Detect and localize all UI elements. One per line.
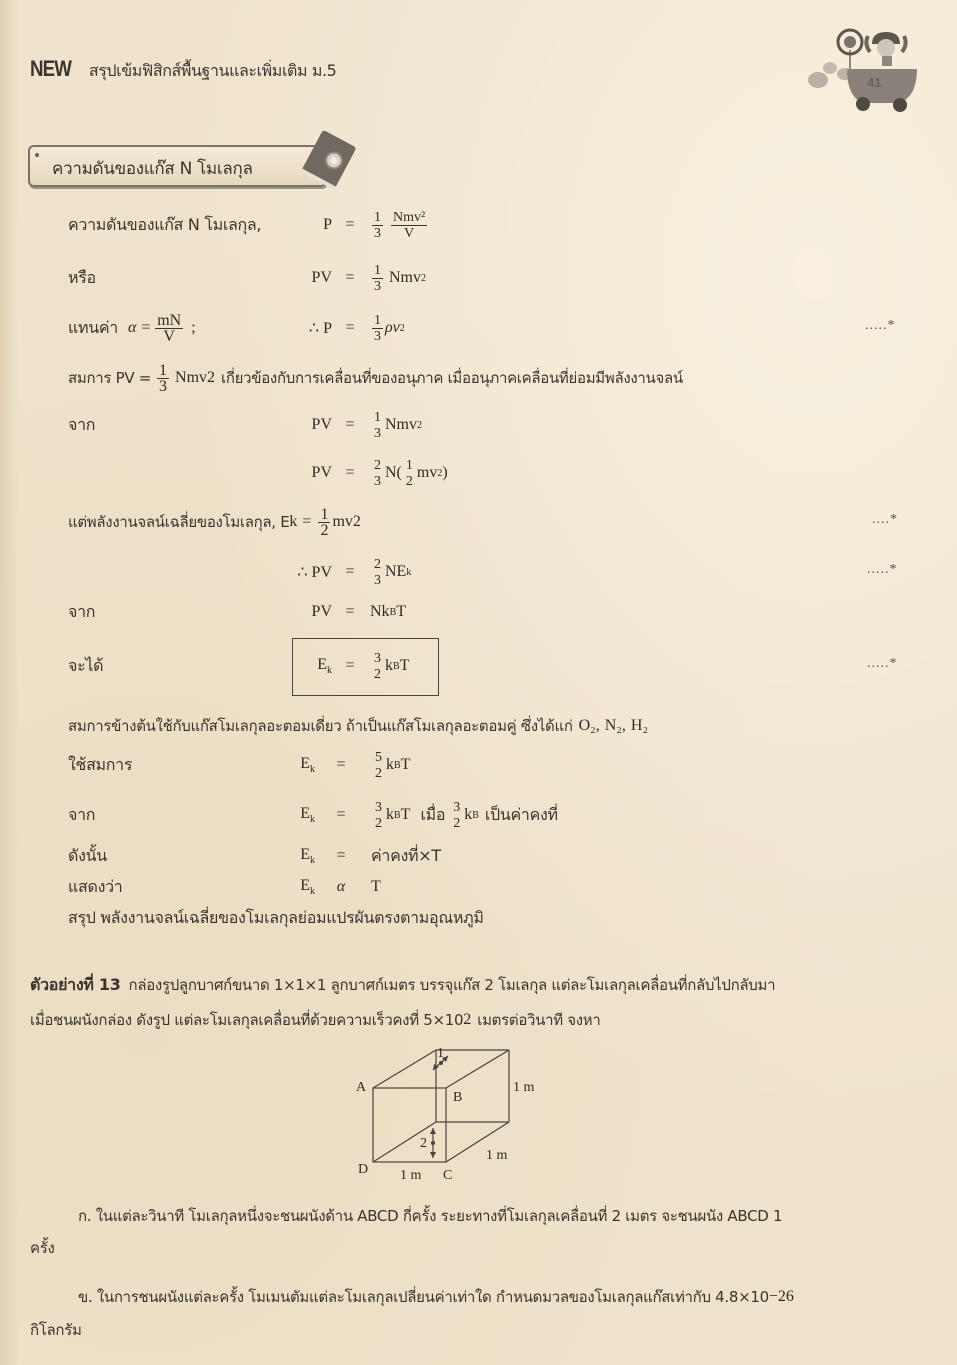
important-marker: ....* xyxy=(872,512,898,527)
depth-label: 1 m xyxy=(486,1148,508,1163)
derivation-math-1: PV = 1 3 Nmv 2 xyxy=(311,409,422,441)
height-label: 1 m xyxy=(513,1080,535,1095)
diatomic-equation-math: $E_k$ = 5 2 k B T xyxy=(300,749,411,781)
question-b-line-2: กิโลกรัม xyxy=(30,1321,82,1339)
running-header xyxy=(30,56,336,84)
important-marker: .....* xyxy=(865,318,896,333)
question-a-line-1: ก. ในแต่ละวินาที โมเลกุลหนึ่งจะชนผนังด้าน ABCD กี่ครั้ง ระยะทางที่โมเลกุลเคลื่อนที่ 2 เมตร จะชนผนัง ABCD 1 xyxy=(78,1207,783,1225)
cube-diagram xyxy=(340,1040,560,1190)
section-heading xyxy=(28,145,327,187)
monatomic-equation: จาก xyxy=(68,804,96,824)
molecule-2-label: 2 xyxy=(420,1136,427,1151)
car-with-child-icon xyxy=(800,22,920,122)
equation-pressure-math: P = $\frac{1}{3}$ $\frac{\text{Nmv²}}{V}$ xyxy=(323,209,426,241)
derivation-from: จาก xyxy=(68,414,96,434)
step-pv-nek: ∴ PV = 2 3 NE k xyxy=(297,556,412,588)
question-a-line-2: ครั้ง xyxy=(30,1239,55,1257)
example-line-2: เมื่อชนผนังกล่อง ดังรูป แต่ละโมเลกุลเคลื่อนที่ด้วยความเร็วคงที่ 5×10 2 เมตรต่อวินาที จงหา xyxy=(30,1011,601,1029)
diatomic-equation: ใช้สมการ xyxy=(68,754,133,774)
equation-pressure xyxy=(68,205,261,245)
kinetic-energy-definition: แต่พลังงานจลน์เฉลี่ยของโมเลกุล, E k = $\frac{1}{2}$ mv 2 xyxy=(68,505,361,539)
derivation-math-2: PV = 2 3 N( 1 2 mv 2 ) xyxy=(311,457,448,489)
paragraph-kinetic: สมการ PV = $\frac{1}{3}$ Nmv 2 เกี่ยวข้องกับการเคลื่อนที่ของอนุภาค เมื่ออนุภาคเคลื่อนที่ย่อมมีพลังงานจลน์ xyxy=(68,361,683,395)
step-ideal-gas-math: PV = Nk B T xyxy=(311,603,407,620)
proportional-statement: แสดงว่า xyxy=(68,876,123,896)
question-b-line-1: ข. ในการชนผนังแต่ละครั้ง โมเมนตัมแต่ละโมเลกุลเปลี่ยนค่าเท่าใด กำหนดมวลของโมเลกุลแก๊สเท่ากับ 4.8×10 −26 xyxy=(78,1288,794,1306)
equation-density-math: ∴ P = $\frac{1}{3}$ ρv 2 xyxy=(308,312,405,344)
notebook-icon xyxy=(298,128,360,190)
diatomic-paragraph: สมการข้างต้นใช้กับแก๊สโมเลกุลอะตอมเดี่ยว ถ้าเป็นแก๊สโมเลกุลอะตอมคู่ ซึ่งได้แก่ O₂, N₂, H₂ xyxy=(68,717,649,735)
bullet-dot xyxy=(35,153,39,157)
page-number: 41 xyxy=(867,75,882,90)
width-label: 1 m xyxy=(400,1168,422,1183)
therefore-equation: ดังนั้น xyxy=(68,845,107,865)
molecule-1-label: 1 xyxy=(437,1046,444,1061)
important-marker: .....* xyxy=(867,562,898,577)
vertex-d: D xyxy=(358,1162,369,1177)
book-title: สรุปเข้มฟิสิกส์พื้นฐานและเพิ่มเติม ม.5 xyxy=(88,61,337,80)
step-ideal-gas: จาก xyxy=(68,601,96,621)
equation-pv-math: PV = $\frac{1}{3}$ Nmv 2 xyxy=(311,262,426,294)
equation-pv: หรือ xyxy=(68,267,96,287)
vertex-a: A xyxy=(356,1080,367,1095)
equation-density: แทนค่า α = $\frac{mN}{V}$ ; xyxy=(68,311,196,345)
example-label: ตัวอย่างที่ 13 xyxy=(30,974,121,994)
vertex-c: C xyxy=(443,1168,453,1183)
vertex-b: B xyxy=(453,1090,463,1105)
conclusion: สรุป พลังงานจลน์เฉลี่ยของโมเลกุลย่อมแปรผันตรงตามอุณหภูมิ xyxy=(68,907,484,927)
therefore-equation-math: $E_k$ = ค่าคงที่×T xyxy=(300,845,441,867)
monatomic-equation-math: $E_k$ = 3 2 k B T เมื่อ 3 2 k B เป็นค่าคงที่ xyxy=(300,799,558,831)
important-marker: .....* xyxy=(867,656,898,671)
eq-label: ความดันของแก๊ส N โมเลกุล, xyxy=(68,214,262,234)
step-result-math: $E_k$ = 3 2 k B T xyxy=(317,650,410,682)
proportional-math: $E_k$ α T xyxy=(300,876,381,898)
brand-new: NEW xyxy=(30,56,72,81)
section-title: ความดันของแก๊ส N โมเลกุล xyxy=(52,159,253,179)
example-line-1: ตัวอย่างที่ 13 กล่องรูปลูกบาศก์ขนาด 1×1×1 ลูกบาศก์เมตร บรรจุแก๊ส 2 โมเลกุล แต่ละโมเลกุลเคลื่อนที่กลับไปกลับมา xyxy=(30,965,775,1005)
step-result: จะได้ xyxy=(68,655,104,675)
